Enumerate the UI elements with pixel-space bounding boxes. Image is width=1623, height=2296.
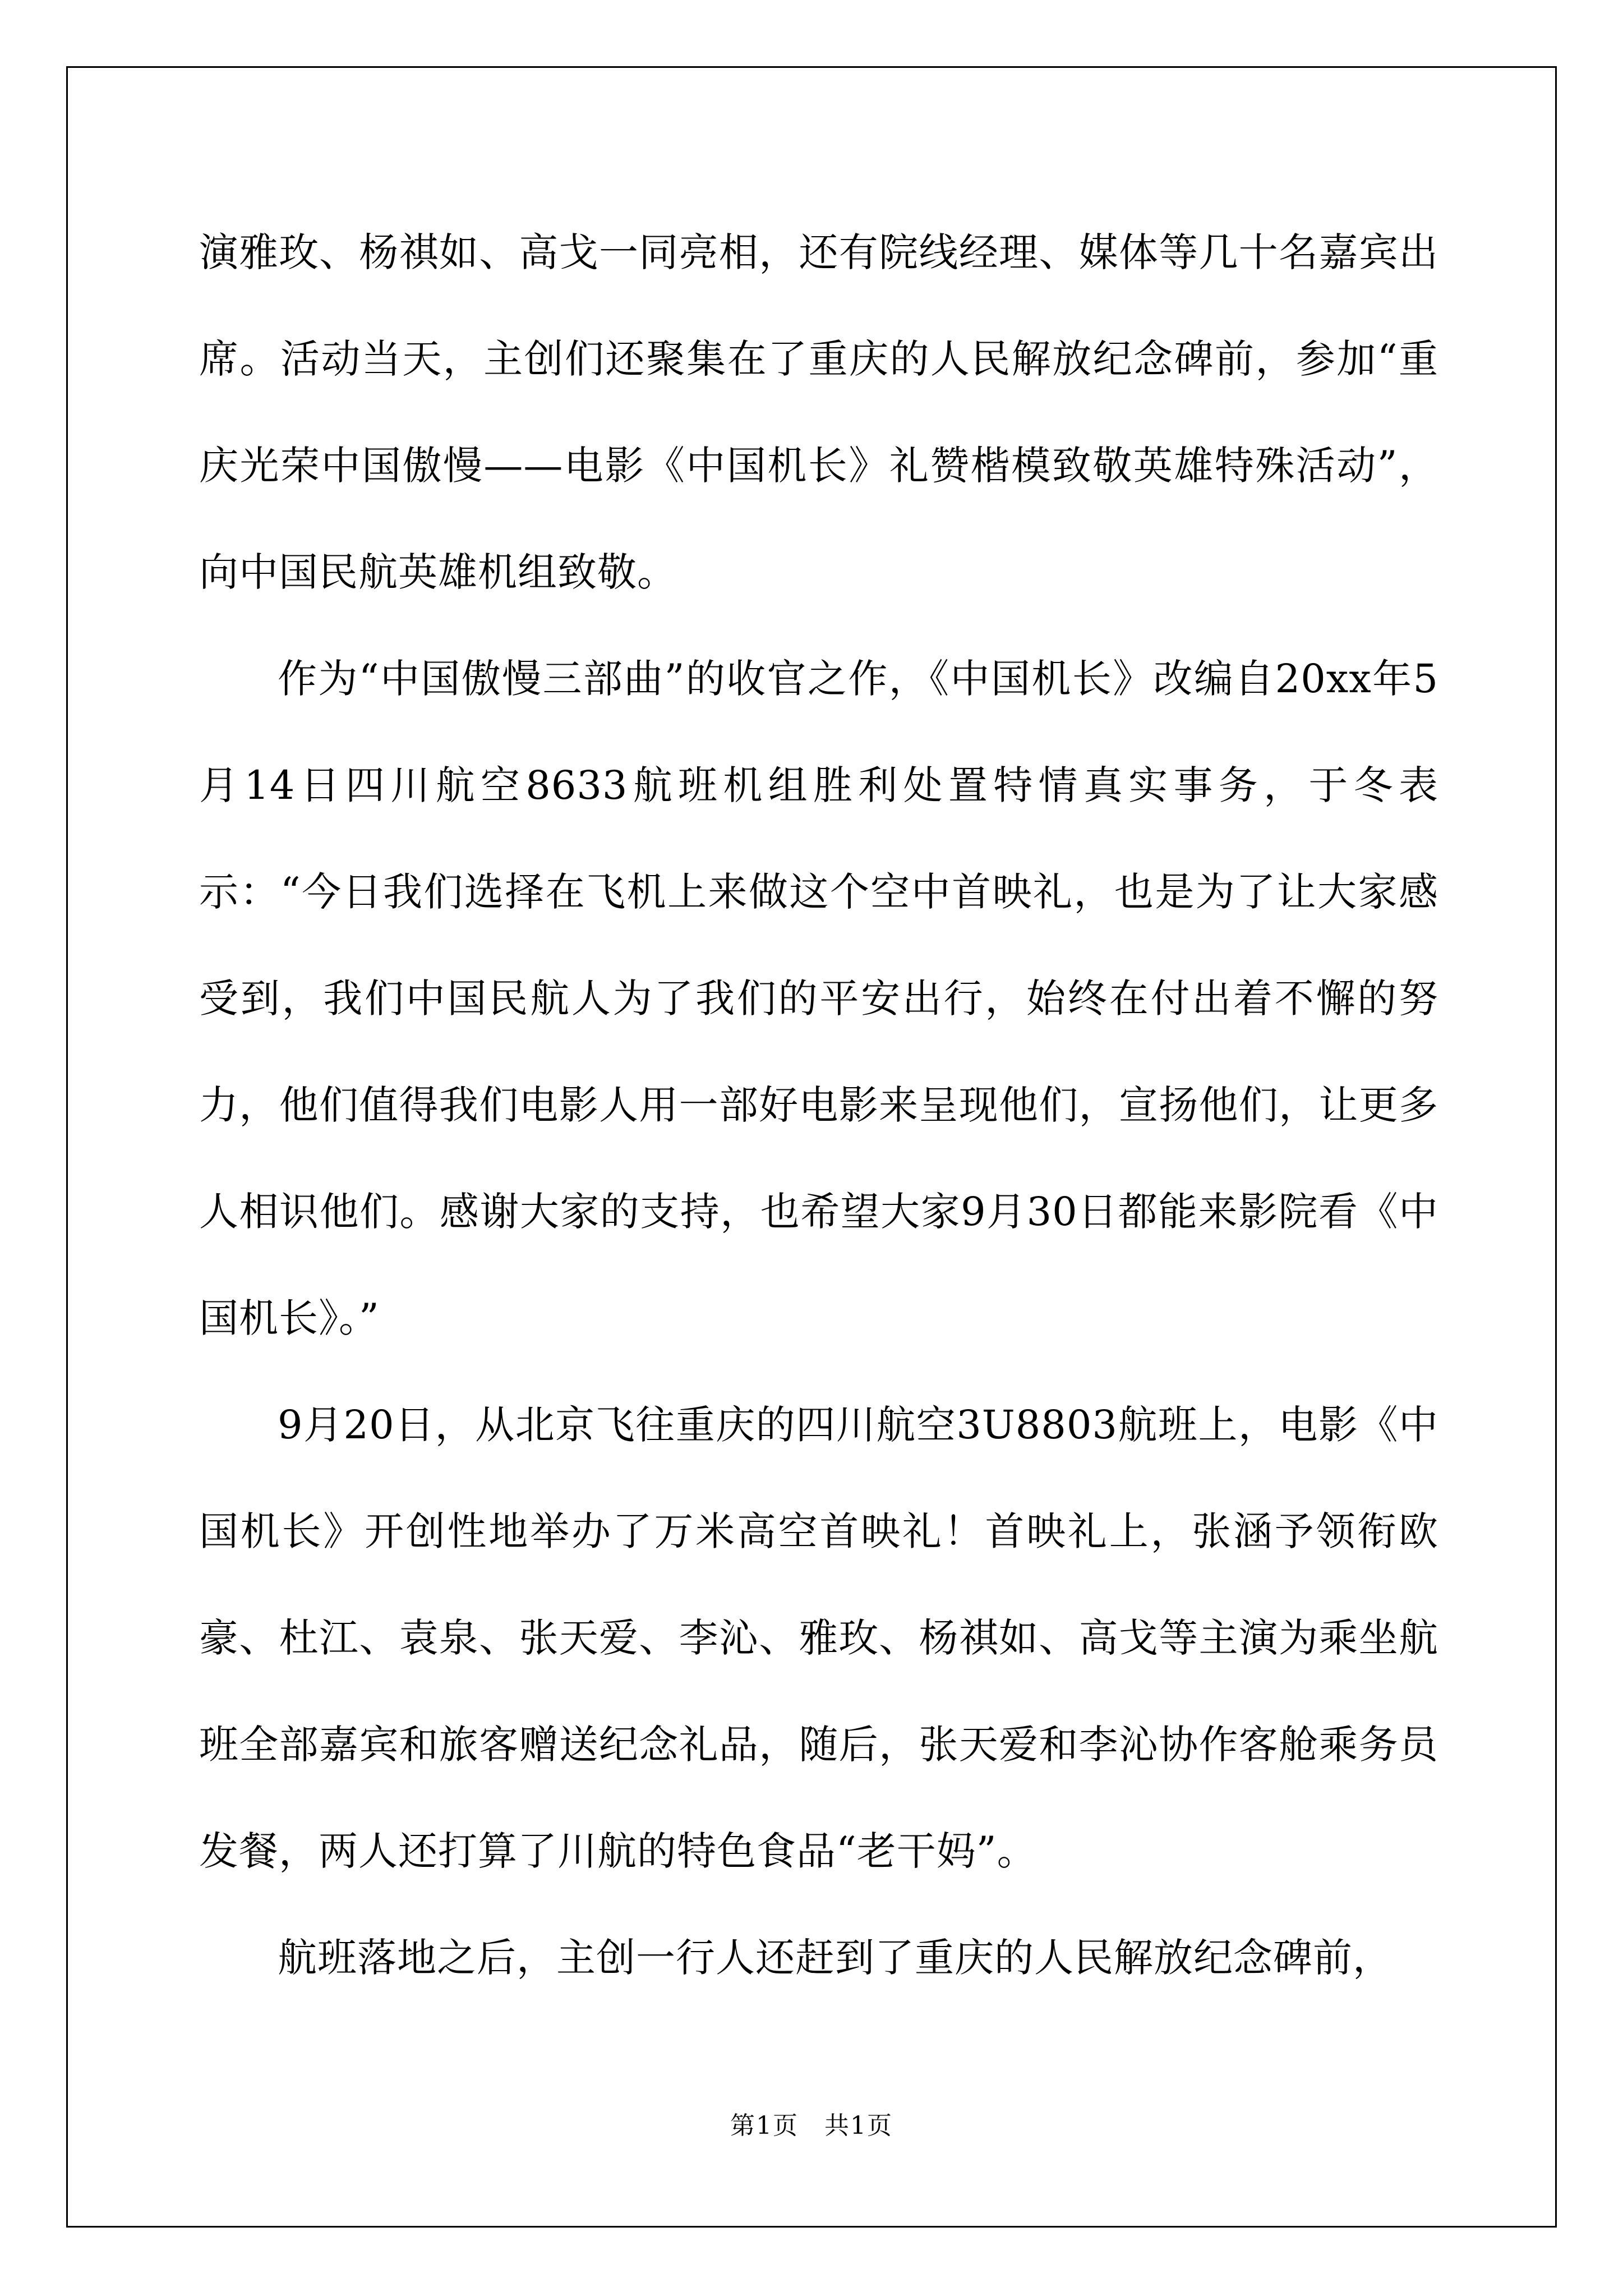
paragraph-3: 9月20日，从北京飞往重庆的四川航空3U8803航班上，电影《中国机长》开创性地举办了万米高空首映礼！首映礼上，张涵予领衔欧豪、杜江、袁泉、张天爱、李沁、雅玫、杨祺如、高戈等主演为乘坐航班全部嘉宾和旅客赠送纪念礼品，随后，张天爱和李沁协作客舱乘务员发餐，两人还打算了川航的特色食品“老干妈”。 [199,1402,1438,1874]
paragraph-1: 演雅玫、杨祺如、高戈一同亮相，还有院线经理、媒体等几十名嘉宾出席。活动当天，主创们还聚集在了重庆的人民解放纪念碑前，参加“重庆光荣中国傲慢——电影《中国机长》礼赞楷模致敬英雄特殊活动”，向中国民航英雄机组致敬。 [199,229,1438,595]
paragraph-4: 航班落地之后，主创一行人还赶到了重庆的人民解放纪念碑前， [278,1935,1393,1981]
paragraph-2: 作为“中国傲慢三部曲”的收官之作，《中国机长》改编自20xx年5月14日四川航空8633航班机组胜利处置特情真实事务，于冬表示：“今日我们选择在飞机上来做这个空中首映礼，也是为了让大家感受到，我们中国民航人为了我们的平安出行，始终在付出着不懈的努力，他们值得我们电影人用一部好电影来呈现他们，宣扬他们，让更多人相识他们。感谢大家的支持，也希望大家9月30日都能来影院看《中国机长》。” [199,656,1438,1341]
page-number-footer: 第1页 共1页 [730,2111,893,2140]
document-body [199,199,1438,2011]
